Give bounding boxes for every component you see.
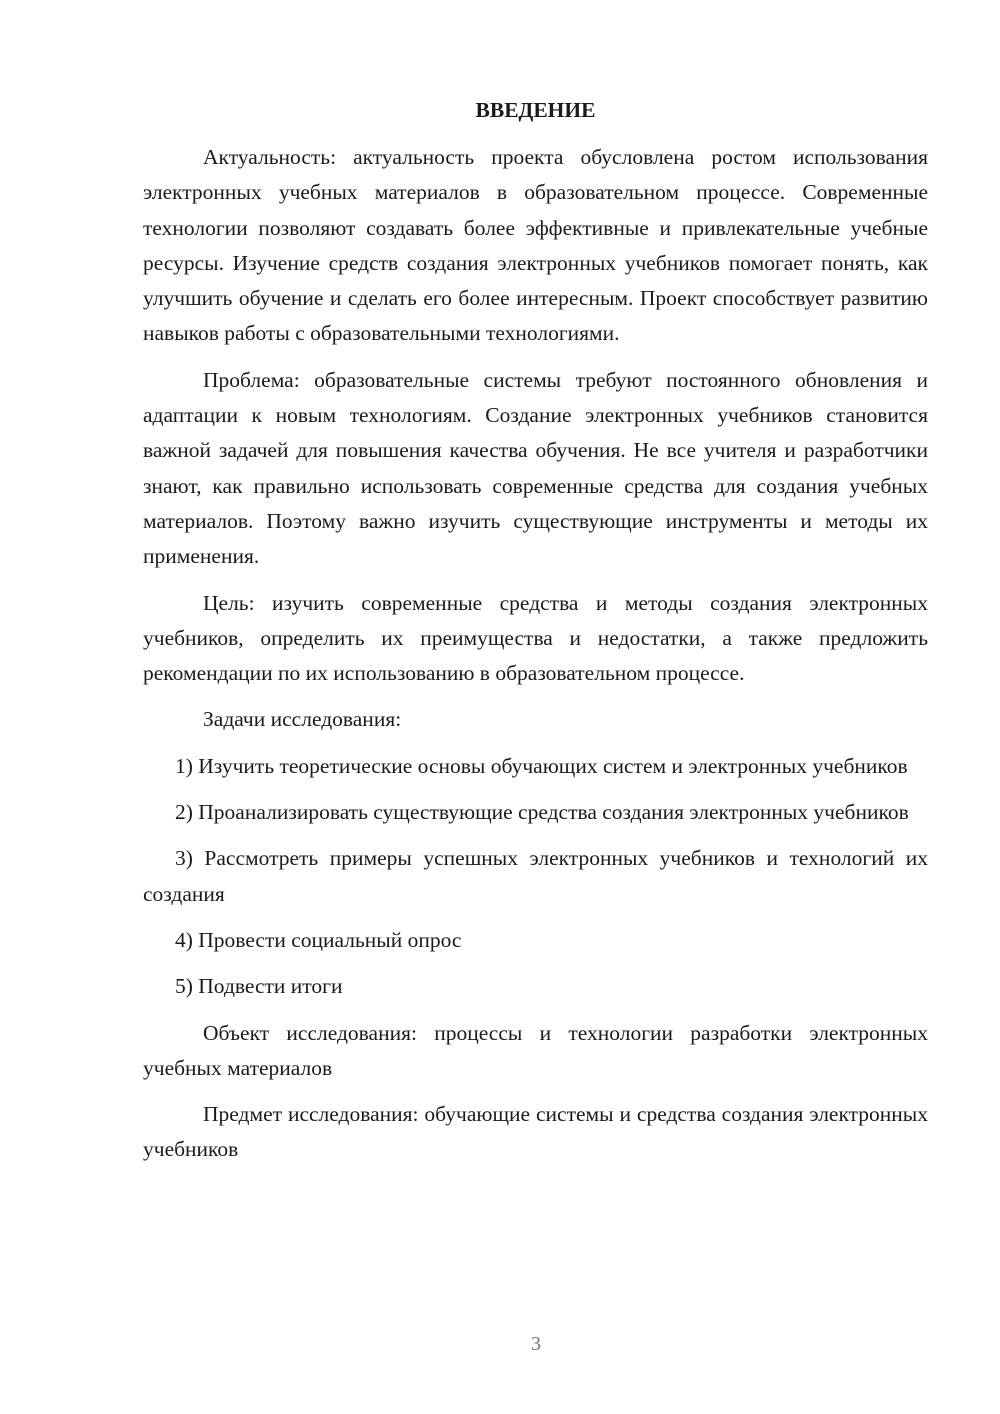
page-content: [143, 93, 928, 1179]
task-item-3: 3) Рассмотреть примеры успешных электронных учебников и технологий их создания: [143, 846, 928, 906]
task-item-4: 4) Провести социальный опрос: [175, 927, 462, 952]
task-item-2: 2) Проанализировать существующие средства создания электронных учебников: [175, 800, 909, 825]
paragraph-subject: Предмет исследования: обучающие системы и средства создания электронных учебников: [143, 1102, 928, 1162]
paragraph-relevance: Актуальность: актуальность проекта обусловлена ростом использования электронных учебных материалов в образовательном процессе. Современные технологии позволяют создавать более эффективные и привлекательные учебные ресурсы. Изучение средств создания электронных учебников помогает понять, как улучшить обучение и сделать его более интересным. Проект способствует развитию навыков работы с образовательными технологиями.: [143, 145, 928, 346]
task-item-5: 5) Подвести итоги: [175, 974, 343, 999]
task-item-1: 1) Изучить теоретические основы обучающих систем и электронных учебников: [175, 753, 908, 778]
paragraph-goal: Цель: изучить современные средства и методы создания электронных учебников, определить их преимущества и недостатки, а также предложить рекомендации по их использованию в образовательном процессе.: [143, 590, 928, 686]
tasks-heading: Задачи исследования:: [203, 707, 402, 732]
page-number: 3: [531, 1333, 541, 1355]
paragraph-problem: Проблема: образовательные системы требуют постоянного обновления и адаптации к новым технологиям. Создание электронных учебников становится важной задачей для повышения качества обучения. Не все учителя и разработчики знают, как правильно использовать современные средства для создания учебных материалов. Поэтому важно изучить существующие инструменты и методы их применения.: [143, 367, 928, 569]
paragraph-object: Объект исследования: процессы и технологии разработки электронных учебных материалов: [143, 1020, 928, 1080]
section-heading: ВВЕДЕНИЕ: [475, 98, 596, 122]
